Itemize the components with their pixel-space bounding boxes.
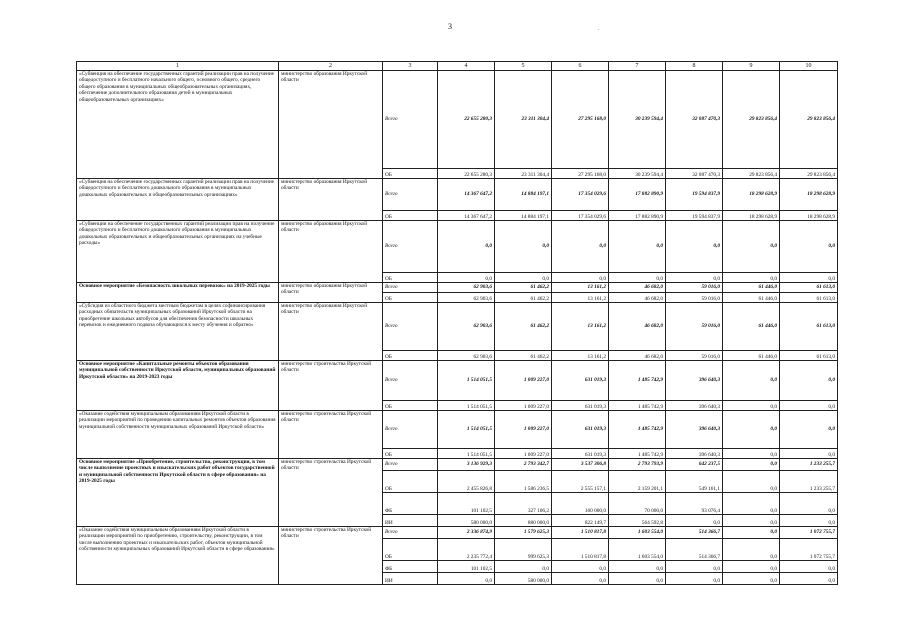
amount-cell: 1 510 817,8 bbox=[552, 527, 609, 539]
amount-cell: 0,0 bbox=[780, 493, 838, 515]
amount-cell: 2 336 874,9 bbox=[438, 527, 495, 539]
amount-cell: 27 295 168,0 bbox=[552, 169, 609, 179]
header-mark: . bbox=[598, 26, 600, 32]
amount-cell: 1 009 227,0 bbox=[495, 401, 552, 411]
amount-cell: 23 311 304,4 bbox=[495, 71, 552, 169]
measure-description: «Оказание содействия муниципальным образованиям Иркутской области в реализации мероприятий по приобретению, строительству, реконструкции, в том числе выполнению проектных и изыскательских работ, объектов муниципальной собственности муниципальных образований Иркутской области в сфере образования» bbox=[77, 527, 279, 585]
amount-cell: 0,0 bbox=[723, 515, 780, 527]
amount-cell: 17 882 890,9 bbox=[609, 179, 666, 211]
table-row bbox=[77, 71, 838, 169]
funding-source: ОБ bbox=[383, 273, 438, 283]
amount-cell: 514 366,7 bbox=[666, 527, 723, 539]
amount-cell: 0,0 bbox=[723, 539, 780, 561]
amount-cell: 0,0 bbox=[552, 221, 609, 273]
amount-cell: 0,0 bbox=[552, 561, 609, 573]
amount-cell: 0,0 bbox=[780, 449, 838, 459]
funding-source: ОБ bbox=[383, 401, 438, 411]
column-number-header: 8 bbox=[666, 62, 723, 71]
amount-cell: 13 161,2 bbox=[552, 293, 609, 303]
amount-cell: 13 161,2 bbox=[552, 351, 609, 361]
amount-cell: 0,0 bbox=[723, 459, 780, 471]
amount-cell: 61 446,0 bbox=[723, 293, 780, 303]
amount-cell: 0,0 bbox=[780, 401, 838, 411]
funding-source: ОБ bbox=[383, 351, 438, 361]
measure-description: «Субвенция на обеспечение государственных гарантий реализации прав на получение общедоступного и бесплатного дошкольного образования в муниципальных дошкольных образовательных и общеобразовательных организациях» bbox=[77, 179, 279, 221]
amount-cell: 14 884 197,1 bbox=[495, 211, 552, 221]
funding-source: ОБ bbox=[383, 471, 438, 493]
funding-source: ФБ bbox=[383, 561, 438, 573]
amount-cell: 62 903,6 bbox=[438, 351, 495, 361]
amount-cell: 0,0 bbox=[723, 561, 780, 573]
amount-cell: 580 000,0 bbox=[438, 515, 495, 527]
amount-cell: 101 102,5 bbox=[438, 561, 495, 573]
amount-cell: 17 354 029,6 bbox=[552, 179, 609, 211]
amount-cell: 1 009 227,0 bbox=[495, 361, 552, 401]
amount-cell: 93 076,4 bbox=[666, 493, 723, 515]
amount-cell: 0,0 bbox=[723, 449, 780, 459]
amount-cell: 0,0 bbox=[666, 221, 723, 273]
amount-cell: 999 625,3 bbox=[495, 539, 552, 561]
amount-cell: 396 640,3 bbox=[666, 411, 723, 449]
responsible-executor: министерство образования Иркутской области bbox=[279, 283, 383, 303]
responsible-executor: министерство образования Иркутской области bbox=[279, 71, 383, 179]
amount-cell: 0,0 bbox=[495, 273, 552, 283]
amount-cell: 61 462,2 bbox=[495, 351, 552, 361]
amount-cell: 580 000,0 bbox=[495, 573, 552, 585]
amount-cell: 23 311 304,4 bbox=[495, 169, 552, 179]
responsible-executor: министерство образования Иркутской области bbox=[279, 221, 383, 283]
amount-cell: 46 682,0 bbox=[609, 303, 666, 351]
funding-source: Всего bbox=[383, 71, 438, 169]
responsible-executor: министерство строительства Иркутской области bbox=[279, 527, 383, 585]
amount-cell: 0,0 bbox=[609, 561, 666, 573]
amount-cell: 17 882 890,9 bbox=[609, 211, 666, 221]
column-number-header: 1 bbox=[77, 62, 279, 71]
measure-description: Основное мероприятие «Приобретение, строительство, реконструкция, в том числе выполнение проектных и изыскательских работ объектов государственной и муниципальной собственности Иркутской области в сфере образования» на 2019-2025 годы bbox=[77, 459, 279, 527]
amount-cell: 2 793 342,7 bbox=[495, 459, 552, 471]
amount-cell: 61 613,0 bbox=[780, 293, 838, 303]
funding-source: ИИ bbox=[383, 573, 438, 585]
amount-cell: 0,0 bbox=[666, 273, 723, 283]
measure-description: «Оказание содействия муниципальным образованиям Иркутской области в реализации мероприятий по проведению капитальных ремонтов объектов образования муниципальной собственности муниципальных образований Иркутской области» bbox=[77, 411, 279, 459]
amount-cell: 396 640,3 bbox=[666, 361, 723, 401]
responsible-executor: министерство строительства Иркутской области bbox=[279, 361, 383, 411]
amount-cell: 564 592,8 bbox=[609, 515, 666, 527]
amount-cell: 18 298 628,9 bbox=[780, 179, 838, 211]
funding-source: ИИ bbox=[383, 515, 438, 527]
amount-cell: 0,0 bbox=[723, 527, 780, 539]
column-number-header: 7 bbox=[609, 62, 666, 71]
table-row bbox=[77, 411, 838, 449]
amount-cell: 1 233 255,7 bbox=[780, 471, 838, 493]
amount-cell: 514 366,7 bbox=[666, 539, 723, 561]
table-row bbox=[77, 179, 838, 211]
amount-cell: 549 161,1 bbox=[666, 471, 723, 493]
amount-cell: 101 102,5 bbox=[438, 493, 495, 515]
column-number-header: 6 bbox=[552, 62, 609, 71]
table-row bbox=[77, 459, 838, 471]
column-number-header: 9 bbox=[723, 62, 780, 71]
amount-cell: 0,0 bbox=[609, 221, 666, 273]
amount-cell: 14 367 647,2 bbox=[438, 179, 495, 211]
amount-cell: 0,0 bbox=[609, 573, 666, 585]
page-number: 3 bbox=[448, 22, 452, 31]
amount-cell: 0,0 bbox=[666, 561, 723, 573]
column-number-row bbox=[77, 62, 838, 71]
amount-cell: 22 655 280,3 bbox=[438, 169, 495, 179]
amount-cell: 0,0 bbox=[666, 573, 723, 585]
funding-source: ОБ bbox=[383, 169, 438, 179]
amount-cell: 18 298 628,9 bbox=[723, 211, 780, 221]
responsible-executor: министерство строительства Иркутской области bbox=[279, 459, 383, 527]
amount-cell: 2 235 772,4 bbox=[438, 539, 495, 561]
amount-cell: 0,0 bbox=[723, 471, 780, 493]
amount-cell: 1 579 625,3 bbox=[495, 527, 552, 539]
funding-source: Всего bbox=[383, 459, 438, 471]
amount-cell: 46 682,0 bbox=[609, 283, 666, 293]
amount-cell: 32 087 470,3 bbox=[666, 169, 723, 179]
funding-source: Всего bbox=[383, 283, 438, 293]
amount-cell: 59 016,0 bbox=[666, 293, 723, 303]
column-number-header: 2 bbox=[279, 62, 383, 71]
table-row bbox=[77, 283, 838, 293]
table-body bbox=[77, 71, 838, 585]
amount-cell: 3 136 929,3 bbox=[438, 459, 495, 471]
amount-cell: 14 884 197,1 bbox=[495, 179, 552, 211]
amount-cell: 59 016,0 bbox=[666, 283, 723, 293]
amount-cell: 0,0 bbox=[780, 361, 838, 401]
funding-source: Всего bbox=[383, 361, 438, 401]
amount-cell: 0,0 bbox=[723, 411, 780, 449]
amount-cell: 22 655 280,3 bbox=[438, 71, 495, 169]
amount-cell: 18 298 628,9 bbox=[780, 211, 838, 221]
column-number-header: 3 bbox=[383, 62, 438, 71]
amount-cell: 1 514 051,5 bbox=[438, 361, 495, 401]
funding-source: ОБ bbox=[383, 211, 438, 221]
measure-description: Основное мероприятие «Безопасность школьных перевозок» на 2019-2025 годы bbox=[77, 283, 279, 303]
amount-cell: 32 087 470,3 bbox=[666, 71, 723, 169]
amount-cell: 61 446,0 bbox=[723, 351, 780, 361]
amount-cell: 1 072 755,7 bbox=[780, 527, 838, 539]
amount-cell: 1 072 755,7 bbox=[780, 539, 838, 561]
amount-cell: 19 594 837,9 bbox=[666, 179, 723, 211]
amount-cell: 2 793 793,9 bbox=[609, 459, 666, 471]
amount-cell: 13 161,2 bbox=[552, 303, 609, 351]
amount-cell: 61 446,0 bbox=[723, 303, 780, 351]
amount-cell: 327 106,2 bbox=[495, 493, 552, 515]
amount-cell: 18 298 628,9 bbox=[723, 179, 780, 211]
amount-cell: 0,0 bbox=[495, 221, 552, 273]
amount-cell: 0,0 bbox=[666, 515, 723, 527]
amount-cell: 59 016,0 bbox=[666, 303, 723, 351]
measure-description: Основное мероприятие «Капитальные ремонты объектов образования муниципальной собственности Иркутской области, муниципальных образований Иркутской области» на 2019-2023 годы bbox=[77, 361, 279, 411]
amount-cell: 13 161,2 bbox=[552, 283, 609, 293]
amount-cell: 642 237,5 bbox=[666, 459, 723, 471]
amount-cell: 0,0 bbox=[780, 573, 838, 585]
amount-cell: 631 019,3 bbox=[552, 361, 609, 401]
amount-cell: 61 462,2 bbox=[495, 293, 552, 303]
amount-cell: 0,0 bbox=[723, 401, 780, 411]
amount-cell: 61 462,2 bbox=[495, 303, 552, 351]
amount-cell: 30 239 594,4 bbox=[609, 169, 666, 179]
amount-cell: 19 594 837,9 bbox=[666, 211, 723, 221]
amount-cell: 61 613,0 bbox=[780, 283, 838, 293]
amount-cell: 2 159 201,1 bbox=[609, 471, 666, 493]
amount-cell: 29 823 856,4 bbox=[723, 71, 780, 169]
amount-cell: 1 510 817,8 bbox=[552, 539, 609, 561]
amount-cell: 0,0 bbox=[780, 411, 838, 449]
column-number-header: 10 bbox=[780, 62, 838, 71]
funding-source: ФБ bbox=[383, 493, 438, 515]
amount-cell: 0,0 bbox=[723, 221, 780, 273]
amount-cell: 46 682,0 bbox=[609, 293, 666, 303]
amount-cell: 29 823 856,4 bbox=[780, 71, 838, 169]
amount-cell: 0,0 bbox=[780, 273, 838, 283]
amount-cell: 0,0 bbox=[723, 273, 780, 283]
amount-cell: 27 295 168,0 bbox=[552, 71, 609, 169]
amount-cell: 396 640,3 bbox=[666, 449, 723, 459]
amount-cell: 396 640,3 bbox=[666, 401, 723, 411]
amount-cell: 62 903,6 bbox=[438, 303, 495, 351]
responsible-executor: министерство строительства Иркутской области bbox=[279, 411, 383, 459]
amount-cell: 0,0 bbox=[609, 273, 666, 283]
funding-source: Всего bbox=[383, 303, 438, 351]
measure-description: «Субвенции на обеспечение государственных гарантий реализации прав на получение общедоступного и бесплатного дошкольного образования в муниципальных дошкольных образовательных и общеобразовательных организациях на учебные расходы» bbox=[77, 221, 279, 283]
amount-cell: 160 000,0 bbox=[552, 493, 609, 515]
amount-cell: 1 514 051,5 bbox=[438, 401, 495, 411]
amount-cell: 1 485 742,9 bbox=[609, 411, 666, 449]
funding-source: Всего bbox=[383, 221, 438, 273]
funding-source: ОБ bbox=[383, 293, 438, 303]
amount-cell: 1 603 554,0 bbox=[609, 539, 666, 561]
column-number-header: 5 bbox=[495, 62, 552, 71]
amount-cell: 14 367 647,2 bbox=[438, 211, 495, 221]
amount-cell: 631 019,3 bbox=[552, 401, 609, 411]
amount-cell: 1 485 742,9 bbox=[609, 449, 666, 459]
amount-cell: 0,0 bbox=[552, 273, 609, 283]
funding-source: ОБ bbox=[383, 539, 438, 561]
amount-cell: 61 446,0 bbox=[723, 283, 780, 293]
funding-source: ОБ bbox=[383, 449, 438, 459]
amount-cell: 1 485 742,9 bbox=[609, 401, 666, 411]
amount-cell: 61 462,2 bbox=[495, 283, 552, 293]
table-row bbox=[77, 361, 838, 401]
table-row bbox=[77, 303, 838, 351]
amount-cell: 0,0 bbox=[438, 573, 495, 585]
amount-cell: 70 000,0 bbox=[609, 493, 666, 515]
amount-cell: 0,0 bbox=[723, 361, 780, 401]
amount-cell: 0,0 bbox=[495, 561, 552, 573]
amount-cell: 0,0 bbox=[438, 221, 495, 273]
amount-cell: 1 485 742,9 bbox=[609, 361, 666, 401]
amount-cell: 30 239 594,4 bbox=[609, 71, 666, 169]
measure-description: «Субвенция на обеспечение государственных гарантий реализации прав на получение общедоступного и бесплатного начального общего, основного общего, среднего общего образования в муниципальных общеобразовательных организациях, обеспечение дополнительного образования детей в муниципальных общеобразовательных организациях» bbox=[77, 71, 279, 179]
amount-cell: 61 613,0 bbox=[780, 351, 838, 361]
amount-cell: 880 000,0 bbox=[495, 515, 552, 527]
amount-cell: 46 682,0 bbox=[609, 351, 666, 361]
amount-cell: 0,0 bbox=[780, 515, 838, 527]
responsible-executor: министерство образования Иркутской области bbox=[279, 303, 383, 361]
amount-cell: 1 009 227,0 bbox=[495, 449, 552, 459]
amount-cell: 822 149,7 bbox=[552, 515, 609, 527]
table-row bbox=[77, 221, 838, 273]
amount-cell: 62 903,6 bbox=[438, 283, 495, 293]
amount-cell: 0,0 bbox=[780, 561, 838, 573]
amount-cell: 1 586 236,5 bbox=[495, 471, 552, 493]
amount-cell: 0,0 bbox=[438, 273, 495, 283]
amount-cell: 2 455 826,8 bbox=[438, 471, 495, 493]
amount-cell: 17 354 029,6 bbox=[552, 211, 609, 221]
amount-cell: 631 019,3 bbox=[552, 449, 609, 459]
amount-cell: 3 537 306,8 bbox=[552, 459, 609, 471]
amount-cell: 0,0 bbox=[552, 573, 609, 585]
amount-cell: 1 514 051,5 bbox=[438, 411, 495, 449]
amount-cell: 631 019,3 bbox=[552, 411, 609, 449]
responsible-executor: министерство образования Иркутской области bbox=[279, 179, 383, 221]
amount-cell: 1 514 051,5 bbox=[438, 449, 495, 459]
amount-cell: 0,0 bbox=[723, 493, 780, 515]
amount-cell: 29 823 856,4 bbox=[780, 169, 838, 179]
amount-cell: 1 603 554,0 bbox=[609, 527, 666, 539]
budget-table bbox=[76, 61, 838, 585]
funding-source: Всего bbox=[383, 179, 438, 211]
funding-source: Всего bbox=[383, 411, 438, 449]
amount-cell: 0,0 bbox=[723, 573, 780, 585]
funding-source: Всего bbox=[383, 527, 438, 539]
measure-description: «Субсидия из областного бюджета местным бюджетам в целях софинансирования расходных обязательств муниципальных образований Иркутской области на приобретение школьных автобусов для обеспечения безопасности школьных перевозок и ежедневного подвоза обучающихся к месту обучения и обратно» bbox=[77, 303, 279, 361]
table-row bbox=[77, 527, 838, 539]
amount-cell: 2 555 157,1 bbox=[552, 471, 609, 493]
amount-cell: 1 009 227,0 bbox=[495, 411, 552, 449]
amount-cell: 59 016,0 bbox=[666, 351, 723, 361]
amount-cell: 29 823 856,4 bbox=[723, 169, 780, 179]
amount-cell: 61 613,0 bbox=[780, 303, 838, 351]
amount-cell: 1 233 255,7 bbox=[780, 459, 838, 471]
column-number-header: 4 bbox=[438, 62, 495, 71]
amount-cell: 0,0 bbox=[780, 221, 838, 273]
amount-cell: 62 903,6 bbox=[438, 293, 495, 303]
